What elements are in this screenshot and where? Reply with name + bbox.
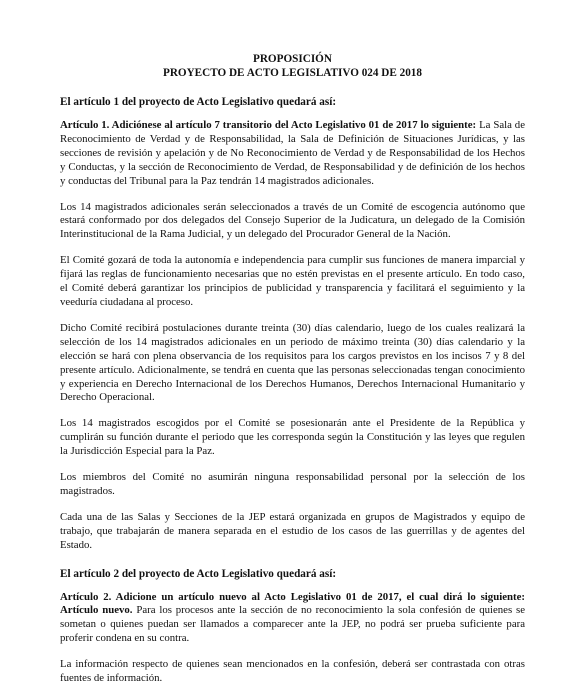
section-heading-article-2: El artículo 2 del proyecto de Acto Legislativo quedará así:: [60, 567, 337, 580]
paragraph-responsabilidad: Los miembros del Comité no asumirán ninguna responsabilidad personal por la selección de los magistrados.: [60, 471, 525, 497]
article-1-body: La Sala de Reconocimiento de Verdad y de Responsabilidad, la Sala de Definición de Situaciones Jurídicas, y las secciones de revisión y apelación y de No Reconocimiento de Verdad y de Responsabilidad de los Hechos y Conductas, y la sección de Reconocimiento de Verdad, de Responsabilidad y de definición de los hechos y conductas del Tribunal para la Paz tendrán 14 magistrados adicionales.: [60, 119, 526, 187]
paragraph-contraste-informacion: La información respecto de quienes sean mencionados en la confesión, deberá ser contrastada con otras fuentes de información.: [60, 658, 525, 685]
article-1-paragraph: [60, 119, 525, 189]
article-1-lead: Artículo 1. Adiciónese al artículo 7 transitorio del Acto Legislativo 01 de 2017 lo siguiente:: [60, 119, 477, 131]
article-2-paragraph: [60, 591, 525, 647]
document-title: [60, 52, 525, 80]
section-heading-article-1: El artículo 1 del proyecto de Acto Legislativo quedará así:: [60, 96, 337, 108]
article-2-lead: Artículo 2. Adicione un artículo nuevo al Acto Legislativo 01 de 2017, el cual dirá lo siguiente: Artículo nuevo.: [60, 590, 525, 617]
title-proposicion: PROPOSICIÓN: [253, 53, 332, 65]
paragraph-comite-autonomia: El Comité gozará de toda la autonomía e independencia para cumplir sus funciones de manera imparcial y fijará las reglas de funcionamiento necesarias que no estén previstas en el presente artículo. En todo caso, el Comité deberá garantizar los principios de publicidad y transparencia y facilitará el seguimiento y la veeduría ciudadana al proceso.: [60, 254, 525, 308]
paragraph-postulaciones: Dicho Comité recibirá postulaciones durante treinta (30) días calendario, luego de los cuales realizará la selección de los 14 magistrados adicionales en un periodo de máximo treinta (30) días calendario y la elección se hará con plena observancia de los requisitos para los cargos previstos en los incisos 7 y 8 del presente artículo. Adicionalmente, se tendrá en cuenta que las personas seleccionadas tengan conocimiento y experiencia en Derecho Internacional de los Derechos Humanos, Derechos Internacional Humanitario y Derecho Operacional.: [60, 321, 525, 404]
paragraph-posesion: Los 14 magistrados escogidos por el Comité se posesionarán ante el Presidente de la República y cumplirán su función durante el periodo que les corresponda según la Constitución y las leyes que regulen la Jurisdicción Especial para la Paz.: [60, 417, 525, 458]
article-2-body: Para los procesos ante la sección de no reconocimiento la sola confesión de quienes se sometan o quienes puedan ser llamados a comparecer ante la JEP, no podrá ser prueba suficiente para proferir condena en su contra.: [60, 604, 525, 645]
title-proyecto: PROYECTO DE ACTO LEGISLATIVO 024 DE 2018: [162, 67, 422, 79]
paragraph-comite-seleccion: Los 14 magistrados adicionales serán seleccionados a través de un Comité de escogencia autónomo que estará conformado por dos delegados del Consejo Superior de la Judicatura, un delegado de la Comisión Interinstitucional de la Rama Judicial, y un delegado del Procurador General de la Nación.: [60, 200, 525, 241]
paragraph-organizacion-salas: Cada una de las Salas y Secciones de la JEP estará organizada en grupos de Magistrados y equipo de trabajo, que trabajarán de manera separada en el estudio de los casos de las guerrillas y de agentes del Estado.: [60, 510, 525, 551]
